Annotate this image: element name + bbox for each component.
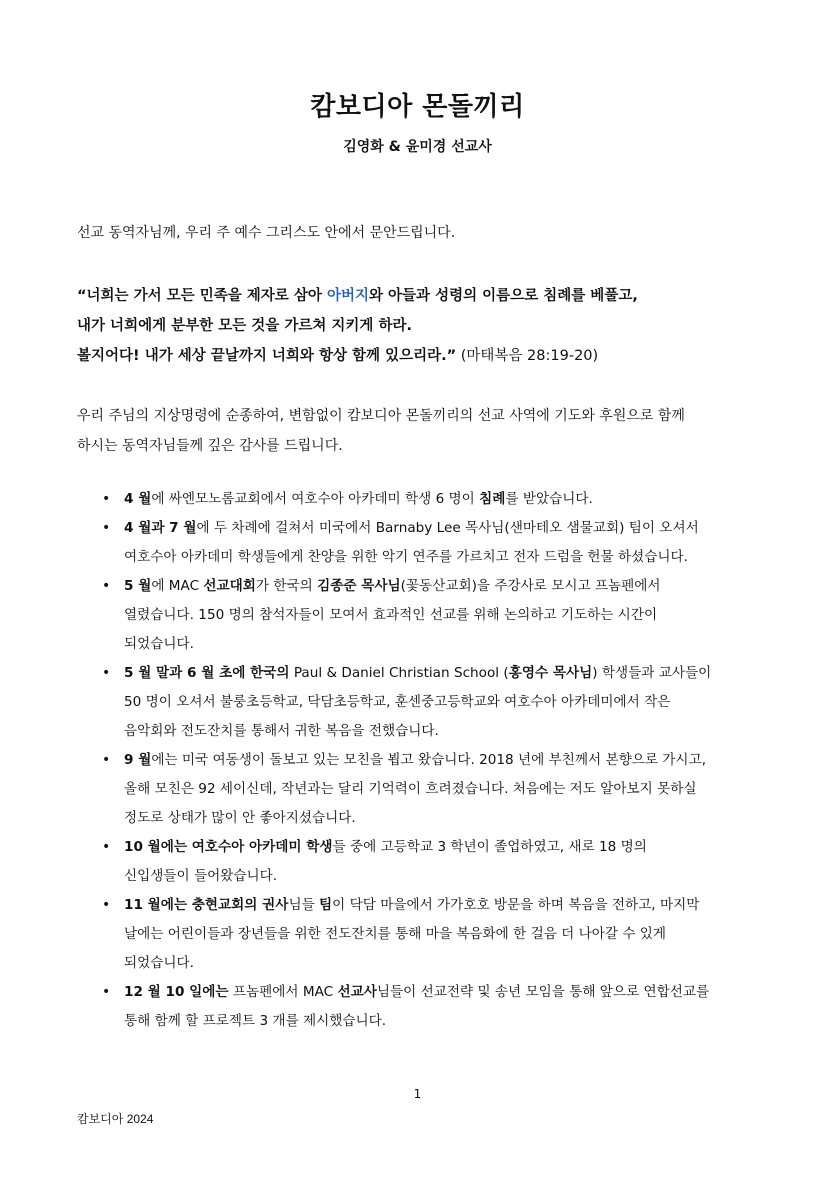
list-item: • 11 월에는 충현교회의 권사님들 팀이 닥담 마을에서 가가호호 방문을 하며 복음을 전하고, 마지막 날에는 어린이들과 장년들을 위한 전도잔치를 통해 마을 복음화에 한 걸음 더 나아갈 수 있게 되었습니다. [102, 891, 792, 978]
list-item: • 4 월과 7 월에 두 차례에 걸쳐서 미국에서 Barnaby Lee 목사님(샌마테오 샘물교회) 팀이 오셔서 여호수아 아카데미 학생들에게 찬양을 위한 악기 연주를 가르치고 전자 드럼을 헌물 하셨습니다. [102, 514, 792, 572]
greeting-text: 선교 동역자님께, 우리 주 예수 그리스도 안에서 문안드립니다. [77, 225, 456, 241]
verse-reference: (마태복음 28:19-20) [456, 348, 599, 364]
list-item: • 4 월에 싸엔모노롬교회에서 여호수아 아카데미 학생 6 명이 침례를 받았습니다. [102, 485, 792, 514]
document-title: 캄보디아 몬돌끼리 [310, 92, 525, 122]
bullet-icon: • [102, 578, 111, 594]
verse-line-2: 내가 너희에게 분부한 모든 것을 가르쳐 지키게 하라. [77, 318, 412, 334]
bullet-icon: • [102, 665, 111, 681]
list-item: • 10 월에는 여호수아 아카데미 학생들 중에 고등학교 3 학년이 졸업하였고, 새로 18 명의 신입생들이 들어왔습니다. [102, 833, 792, 891]
bullet-icon: • [102, 984, 111, 1000]
bullet-icon: • [102, 897, 111, 913]
verse-highlight: 아버지 [326, 288, 369, 304]
event-list [102, 485, 792, 1036]
bullet-icon: • [102, 491, 111, 507]
verse-line-1: “너희는 가서 모든 민족을 제자로 삼아 아버지와 아들과 성령의 이름으로 침례를 베풀고, [77, 288, 638, 304]
thanks-paragraph: 우리 주님의 지상명령에 순종하여, 변함없이 캄보디아 몬돌끼리의 선교 사역에 기도와 후원으로 함께 하시는 동역자님들께 깊은 감사를 드립니다. [77, 408, 685, 454]
bullet-icon: • [102, 520, 111, 536]
page-footer: 캄보디아 2024 [77, 1112, 154, 1126]
bullet-icon: • [102, 839, 111, 855]
verse-line-3: 볼지어다! 내가 세상 끝날까지 너희와 항상 함께 있으리라.” (마태복음 28:19-20) [77, 348, 599, 364]
list-item: • 5 월에 MAC 선교대회가 한국의 김종준 목사님(꽃동산교회)을 주강사로 모시고 프놈펜에서 열렸습니다. 150 명의 참석자들이 모여서 효과적인 선교를 위해 논의하고 기도하는 시간이 되었습니다. [102, 572, 792, 659]
document-subtitle: 김영화 & 윤미경 선교사 [343, 139, 492, 155]
scripture-verse [77, 281, 797, 371]
list-item: • 5 월 말과 6 월 초에 한국의 Paul & Daniel Christian School (홍영수 목사님) 학생들과 교사들이 50 명이 오셔서 불룽초등학교, 닥담초등학교, 훈센중고등학교와 여호수아 아카데미에서 작은 음악회와 전도잔치를 통해서 귀한 복음을 전했습니다. [102, 659, 792, 746]
list-item: • 9 월에는 미국 여동생이 돌보고 있는 모친을 뵙고 왔습니다. 2018 년에 부친께서 본향으로 가시고, 올해 모친은 92 세이신데, 작년과는 달리 기억력이 흐려졌습니다. 처음에는 저도 알아보지 못하실 정도로 상태가 많이 안 좋아지셨습니다. [102, 746, 792, 833]
list-item: • 12 월 10 일에는 프놈펜에서 MAC 선교사님들이 선교전략 및 송년 모임을 통해 앞으로 연합선교를 통해 함께 할 프로젝트 3 개를 제시했습니다. [102, 978, 792, 1036]
bullet-icon: • [102, 752, 111, 768]
page-number: 1 [413, 1087, 422, 1101]
